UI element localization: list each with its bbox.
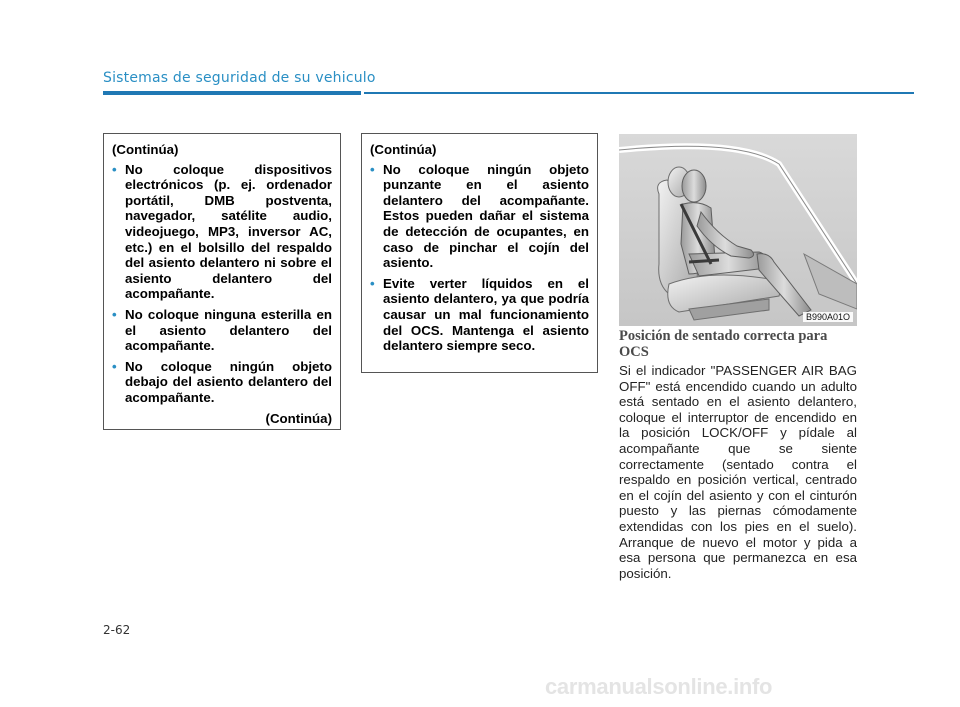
section-body: Si el indicador "PASSENGER AIR BAG OFF" está encendido cuando un adulto está sentado en el asiento delantero, coloque el interruptor de encendido en la posición LOCK/OFF y pídale al acompañante que se siente correctamente (sentado contra el respaldo en posición vertical, centrado en el cojín del asiento y con el cinturón puesto y las piernas cómodamente extendidas con los pies en el suelo). Arranque de nuevo el motor y pida a esa persona que permanezca en esa posición. [619,363,857,581]
continued-label-footer: (Continúa) [265,410,332,426]
header-rule-extension [364,92,914,94]
warning-box-2 [361,133,598,373]
occupant-thigh [689,252,768,276]
warning-list [112,162,332,406]
list-item: • No coloque ningún objeto punzante en el asiento delantero del acompañante. Estos pueden dañar el sistema de detección de ocupantes, en caso de pinchar el cojín del asiento. [370,162,589,271]
warning-list [370,162,589,354]
header-rule [103,91,361,95]
watermark-text: carmanualsonline.info [545,674,773,699]
figure-code: B990A01O [803,312,853,322]
list-item: • No coloque dispositivos electrónicos (p. ej. ordenador portátil, DMB postventa, navegador, satélite audio, videojuego, MP3, inversor AC, etc.) en el bolsillo del respaldo del asiento delantero ni sobre el asiento delantero del acompañante. [112,162,332,302]
page-number: 2-62 [103,623,131,637]
seating-illustration [619,134,857,326]
section-caption: Posición de sentado correcta para OCS [619,328,828,360]
list-item: • No coloque ninguna esterilla en el asiento delantero del acompañante. [112,307,332,354]
section-header-title: Sistemas de seguridad de su vehiculo [103,70,376,86]
continued-label: (Continúa) [112,142,179,157]
continued-label: (Continúa) [370,142,437,157]
occupant-head [682,170,706,202]
list-item: • No coloque ningún objeto debajo del asiento delantero del acompañante. [112,359,332,406]
dashboard [804,254,857,309]
list-item: • Evite verter líquidos en el asiento delantero, ya que podría causar un mal funcionamiento del OCS. Mantenga el asiento delantero siempre seco. [370,276,589,354]
warning-box-1 [103,133,341,430]
